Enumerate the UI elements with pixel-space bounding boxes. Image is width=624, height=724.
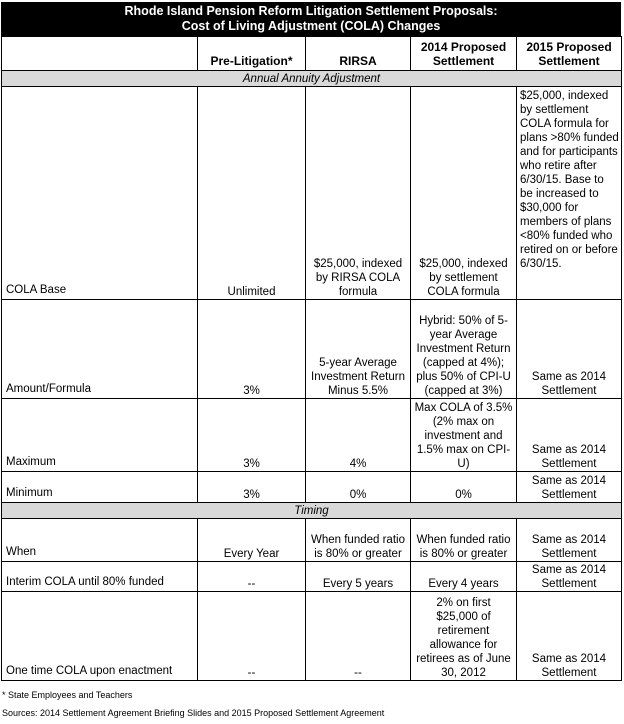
table-row [2,472,622,503]
row-label-cola-base: COLA Base [2,87,198,300]
title-line-2: Cost of Living Adjustment (COLA) Changes [181,19,441,33]
cell-pre-litigation: 3% [198,399,306,472]
header-blank [2,37,198,71]
cell-2015-settlement: Same as 2014 Settlement [517,562,622,592]
cell-2014-settlement: When funded ratio is 80% or greater [411,519,517,562]
header-rirsa: RIRSA [306,37,411,71]
section-row-annual [2,71,622,87]
cell-2014-settlement: Every 4 years [411,562,517,592]
cell-rirsa: When funded ratio is 80% or greater [306,519,411,562]
cell-2015-settlement: $25,000, indexed by settlement COLA formula for plans >80% funded and for participants who retire after 6/30/15. Base to be increased to $30,000 for members of plans <80% funded who retired on or before 6/30/15. [517,87,622,300]
cell-rirsa: $25,000, indexed by RIRSA COLA formula [306,87,411,300]
section-row-timing [2,503,622,519]
cell-pre-litigation: 3% [198,472,306,503]
cell-rirsa: 5-year Average Investment Return Minus 5.5% [306,300,411,399]
cell-2014-settlement: 0% [411,472,517,503]
cell-2015-settlement: Same as 2014 Settlement [517,472,622,503]
title-line-1: Rhode Island Pension Reform Litigation Settlement Proposals: [124,4,498,18]
footnote-state-employees: * State Employees and Teachers [2,690,133,700]
cell-rirsa: 0% [306,472,411,503]
table-row [2,300,622,399]
table-row [2,519,622,562]
cell-2015-settlement: Same as 2014 Settlement [517,399,622,472]
row-label-interim-cola: Interim COLA until 80% funded [2,562,198,592]
cell-2014-settlement: $25,000, indexed by settlement COLA formula [411,87,517,300]
cell-pre-litigation: Every Year [198,519,306,562]
cell-2014-settlement: Hybrid: 50% of 5-year Average Investment Return (capped at 4%); plus 50% of CPI-U (capped at 3%) [411,300,517,399]
row-label-one-time-cola: One time COLA upon enactment [2,592,198,681]
table-title [1,2,621,36]
cola-comparison-table [1,36,622,681]
row-label-maximum: Maximum [2,399,198,472]
cell-rirsa: Every 5 years [306,562,411,592]
header-2015-settlement: 2015 Proposed Settlement [517,37,622,71]
cell-2014-settlement: Max COLA of 3.5% (2% max on investment and 1.5% max on CPI-U) [411,399,517,472]
header-2014-settlement: 2014 Proposed Settlement [411,37,517,71]
cell-rirsa: -- [306,592,411,681]
header-row [2,37,622,71]
table-row [2,592,622,681]
cell-2015-settlement: Same as 2014 Settlement [517,519,622,562]
cell-pre-litigation: -- [198,562,306,592]
section-annual-annuity-adjustment: Annual Annuity Adjustment [2,71,622,87]
cell-2015-settlement: Same as 2014 Settlement [517,592,622,681]
row-label-minimum: Minimum [2,472,198,503]
table-row [2,562,622,592]
cell-pre-litigation: 3% [198,300,306,399]
header-pre-litigation: Pre-Litigation* [198,37,306,71]
table-row [2,399,622,472]
table-row [2,87,622,300]
row-label-amount-formula: Amount/Formula [2,300,198,399]
cell-pre-litigation: -- [198,592,306,681]
cell-pre-litigation: Unlimited [198,87,306,300]
cell-rirsa: 4% [306,399,411,472]
cell-2014-settlement: 2% on first $25,000 of retirement allowance for retirees as of June 30, 2012 [411,592,517,681]
section-timing: Timing [2,503,622,519]
row-label-when: When [2,519,198,562]
cell-2015-settlement: Same as 2014 Settlement [517,300,622,399]
footnote-sources: Sources: 2014 Settlement Agreement Briefing Slides and 2015 Proposed Settlement Agreement [2,708,385,718]
